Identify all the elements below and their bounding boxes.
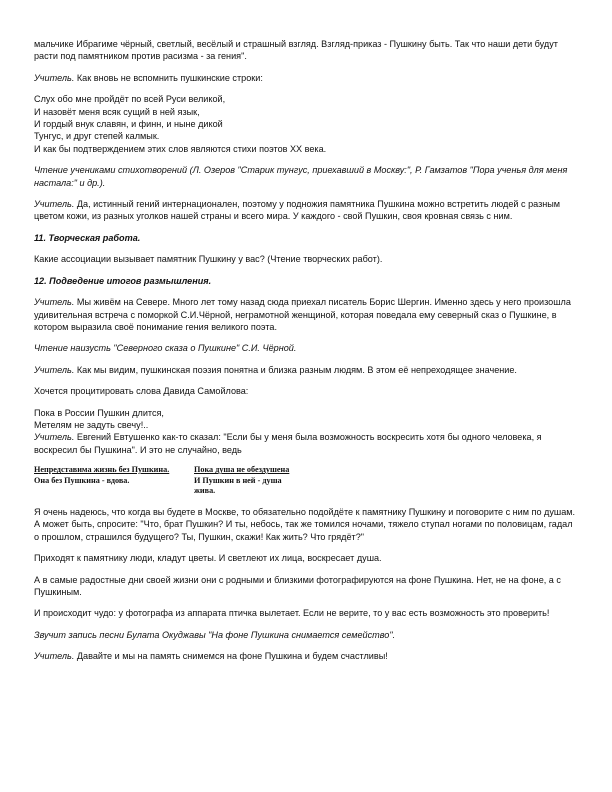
paragraph-photographs: А в самые радостные дни своей жизни они с родными и близкими фотографируются на фоне Пушкина. Нет, не на фоне, а с Пушкиным. <box>34 574 561 597</box>
paragraph-text: Как вновь не вспомнить пушкинские строки: <box>74 72 263 83</box>
paragraph-teacher-north <box>34 296 580 333</box>
paragraph-moscow-visit: Я очень надеюсь, что когда вы будете в Москве, то обязательно подойдёте к памятнику Пушкину и поговорите с ним по душам. А может быть, спросите: "Что, брат Пушкин? И ты, небось, так же томился ночами, тяжело ступал ногами по половицам, гадал о прошлом, страшился будущего? Ты, Пушкин, скажи! Как жить? Что грядёт?" <box>34 506 576 542</box>
verse-line: Слух обо мне пройдёт по всей Руси великой, <box>34 94 226 105</box>
verse-line: Пока в России Пушкин длится, <box>34 407 164 418</box>
paragraph-miracle: И происходит чудо: у фотографа из аппарата птичка вылетает. Если не верите, то у вас есть возможность это проверить! <box>34 608 550 619</box>
paragraph-teacher-yevtushenko <box>34 431 580 456</box>
document-body <box>34 38 580 672</box>
verse-line: Тунгус, и друг степей калмык. <box>34 131 160 142</box>
quoted-verse-column-right <box>194 465 314 497</box>
paragraph-teacher-closing <box>34 650 580 662</box>
quoted-verse-line: Непредставима жизнь без Пушкина. <box>34 465 170 475</box>
teacher-label: Учитель. <box>34 297 75 308</box>
paragraph-text: Как мы видим, пушкинская поэзия понятна и близка разным людям. В этом её непреходящее значение. <box>74 364 517 375</box>
teacher-label: Учитель. <box>34 364 75 375</box>
verse-samoilov <box>34 407 580 457</box>
paragraph-teacher-recall <box>34 72 580 84</box>
section-heading-12: 12. Подведение итогов размышления. <box>34 275 212 286</box>
verse-line: И назовёт меня всяк сущий в ней язык, <box>34 106 200 117</box>
verse-line: И гордый внук славян, и финн, и ныне дикой <box>34 119 223 130</box>
paragraph-text: Мы живём на Севере. Много лет тому назад сюда приехал писатель Борис Шергин. Именно здесь у него произошла удивительная встреча с поморкой С.И.Чёрной, неграмотной женщиной, которая поведала ему северный сказ о Пушкине, в котором выразила своё понимание гения великого поэта. <box>34 297 571 332</box>
teacher-label: Учитель. <box>34 199 75 210</box>
paragraph-flowers: Приходят к памятнику люди, кладут цветы. И светлеют их лица, воскресает душа. <box>34 553 382 564</box>
verse-line: Метелям не задуть свечу!.. <box>34 419 149 430</box>
quoted-verse-line: Она без Пушкина - вдова. <box>34 475 130 485</box>
paragraph-ibragim: мальчике Ибрагиме чёрный, светлый, весёлый и страшный взгляд. Взгляд-приказ - Пушкину быть. Так что наши дети будут расти под памятником против расизма - за гения". <box>34 39 558 62</box>
verse-pushkin-monument <box>34 93 580 155</box>
teacher-label: Учитель. <box>34 651 75 662</box>
paragraph-teacher-understanding <box>34 364 580 376</box>
paragraph-okudzhava-song: Звучит запись песни Булата Окуджавы "На фоне Пушкина снимается семейство". <box>34 629 396 640</box>
quoted-verse-line: жива. <box>194 486 216 496</box>
teacher-label: Учитель. <box>34 72 75 83</box>
paragraph-associations: Какие ассоциации вызывает памятник Пушкину у вас? (Чтение творческих работ). <box>34 254 383 265</box>
quoted-verse-column-left <box>34 465 186 497</box>
paragraph-text: Да, истинный гений интернационален, поэтому у подножия памятника Пушкина можно встретить людей с разным цветом кожи, из разных уголков нашей страны и всего мира. У каждого - свой Пушкин, своя кровная связь с ним. <box>34 199 561 222</box>
quoted-verse-line: Пока душа не обездушена <box>194 465 290 475</box>
section-heading-11: 11. Творческая работа. <box>34 232 141 243</box>
teacher-label: Учитель. <box>34 432 75 443</box>
paragraph-samoilov-intro: Хочется процитировать слова Давида Самойлова: <box>34 386 249 397</box>
paragraph-text: Давайте и мы на память снимемся на фоне Пушкина и будем счастливы! <box>74 651 388 662</box>
paragraph-students-reading: Чтение учениками стихотворений (Л. Озеров "Старик тунгус, приехавший в Москву:", Р. Гамзатов "Пора ученья для меня настала:" и др.). <box>34 165 568 188</box>
paragraph-northern-tale: Чтение наизусть "Северного сказа о Пушкине" С.И. Чёрной. <box>34 343 297 354</box>
paragraph-teacher-international <box>34 198 580 223</box>
quoted-verse-line: И Пушкин в ней - душа <box>194 475 282 485</box>
quoted-verse-table <box>34 465 580 497</box>
paragraph-text: Евгений Евтушенко как-то сказал: "Если бы у меня была возможность воскресить хотя бы одного человека, я воскресил бы Пушкина". И это не случайно, ведь <box>34 432 542 455</box>
verse-line: И как бы подтверждением этих слов являются стихи поэтов XX века. <box>34 143 327 154</box>
